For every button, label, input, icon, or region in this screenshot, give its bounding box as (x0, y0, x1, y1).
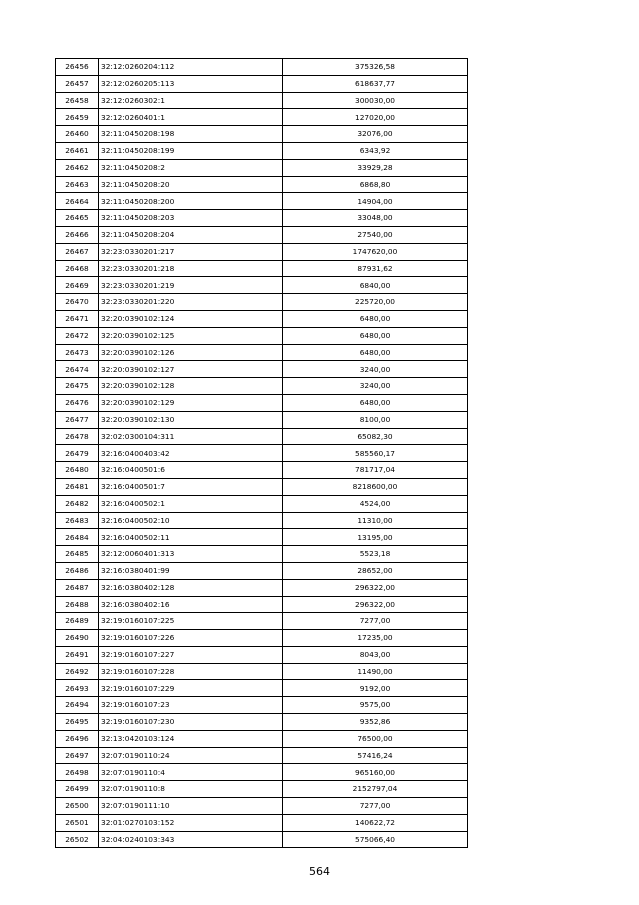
cadastral-number-cell: 32:16:0400501:7 (99, 478, 283, 495)
value-cell: 296322,00 (283, 596, 468, 613)
table-row (56, 193, 468, 210)
row-number-cell: 26465 (56, 210, 99, 227)
row-number-cell: 26491 (56, 646, 99, 663)
row-number-cell: 26496 (56, 730, 99, 747)
cadastral-number-cell: 32:19:0160107:227 (99, 646, 283, 663)
table-row (56, 781, 468, 798)
cadastral-number-cell: 32:12:0060401:313 (99, 546, 283, 563)
cadastral-number-cell: 32:07:0190110:4 (99, 764, 283, 781)
value-cell: 296322,00 (283, 579, 468, 596)
value-cell: 33929,28 (283, 159, 468, 176)
cadastral-number-cell: 32:20:0390102:126 (99, 344, 283, 361)
value-cell: 7277,00 (283, 613, 468, 630)
cadastral-number-cell: 32:20:0390102:128 (99, 378, 283, 395)
table-row (56, 546, 468, 563)
cadastral-number-cell: 32:19:0160107:229 (99, 680, 283, 697)
table-row (56, 75, 468, 92)
table-row (56, 646, 468, 663)
row-number-cell: 26457 (56, 75, 99, 92)
row-number-cell: 26502 (56, 831, 99, 848)
row-number-cell: 26480 (56, 462, 99, 479)
cadastral-number-cell: 32:19:0160107:226 (99, 630, 283, 647)
table-row (56, 92, 468, 109)
value-cell: 6868,80 (283, 176, 468, 193)
table-row (56, 142, 468, 159)
row-number-cell: 26466 (56, 226, 99, 243)
value-cell: 9192,00 (283, 680, 468, 697)
cadastral-number-cell: 32:11:0450208:198 (99, 126, 283, 143)
table-row (56, 277, 468, 294)
row-number-cell: 26487 (56, 579, 99, 596)
row-number-cell: 26501 (56, 814, 99, 831)
table-row (56, 344, 468, 361)
row-number-cell: 26495 (56, 714, 99, 731)
table-row (56, 478, 468, 495)
cadastral-number-cell: 32:20:0390102:125 (99, 327, 283, 344)
table-row (56, 428, 468, 445)
row-number-cell: 26470 (56, 294, 99, 311)
table-row (56, 378, 468, 395)
table-row (56, 462, 468, 479)
row-number-cell: 26462 (56, 159, 99, 176)
row-number-cell: 26482 (56, 495, 99, 512)
row-number-cell: 26472 (56, 327, 99, 344)
row-number-cell: 26468 (56, 260, 99, 277)
cadastral-number-cell: 32:19:0160107:23 (99, 697, 283, 714)
cadastral-number-cell: 32:19:0160107:228 (99, 663, 283, 680)
table-row (56, 260, 468, 277)
row-number-cell: 26486 (56, 562, 99, 579)
value-cell: 17235,00 (283, 630, 468, 647)
table-row (56, 680, 468, 697)
table-row (56, 714, 468, 731)
value-cell: 8100,00 (283, 411, 468, 428)
value-cell: 4524,00 (283, 495, 468, 512)
table-row (56, 59, 468, 76)
table-row (56, 512, 468, 529)
value-cell: 32076,00 (283, 126, 468, 143)
cadastral-number-cell: 32:11:0450208:203 (99, 210, 283, 227)
value-cell: 585560,17 (283, 445, 468, 462)
value-cell: 3240,00 (283, 361, 468, 378)
cadastral-number-cell: 32:16:0400502:1 (99, 495, 283, 512)
value-cell: 127020,00 (283, 109, 468, 126)
value-cell: 2152797,04 (283, 781, 468, 798)
cadastral-number-cell: 32:04:0240103:343 (99, 831, 283, 848)
row-number-cell: 26498 (56, 764, 99, 781)
cadastral-number-cell: 32:13:0420103:124 (99, 730, 283, 747)
cadastral-number-cell: 32:16:0380402:128 (99, 579, 283, 596)
table-row (56, 730, 468, 747)
cadastral-number-cell: 32:11:0450208:2 (99, 159, 283, 176)
value-cell: 11490,00 (283, 663, 468, 680)
table-row (56, 361, 468, 378)
value-cell: 575066,40 (283, 831, 468, 848)
table-row (56, 411, 468, 428)
value-cell: 375326,58 (283, 59, 468, 76)
row-number-cell: 26459 (56, 109, 99, 126)
row-number-cell: 26474 (56, 361, 99, 378)
value-cell: 9575,00 (283, 697, 468, 714)
table-row (56, 697, 468, 714)
table-row (56, 613, 468, 630)
cadastral-number-cell: 32:20:0390102:129 (99, 394, 283, 411)
table-row (56, 176, 468, 193)
cadastral-number-cell: 32:16:0380401:99 (99, 562, 283, 579)
table-row (56, 663, 468, 680)
cadastral-number-cell: 32:02:0300104:311 (99, 428, 283, 445)
value-cell: 33048,00 (283, 210, 468, 227)
value-cell: 11310,00 (283, 512, 468, 529)
row-number-cell: 26461 (56, 142, 99, 159)
table-row (56, 764, 468, 781)
cadastral-number-cell: 32:23:0330201:217 (99, 243, 283, 260)
table-row (56, 126, 468, 143)
cadastral-number-cell: 32:23:0330201:219 (99, 277, 283, 294)
row-number-cell: 26481 (56, 478, 99, 495)
value-cell: 6480,00 (283, 394, 468, 411)
table-row (56, 630, 468, 647)
cadastral-number-cell: 32:20:0390102:127 (99, 361, 283, 378)
value-cell: 9352,86 (283, 714, 468, 731)
table-row (56, 394, 468, 411)
value-cell: 7277,00 (283, 798, 468, 815)
row-number-cell: 26469 (56, 277, 99, 294)
value-cell: 27540,00 (283, 226, 468, 243)
cadastral-number-cell: 32:11:0450208:199 (99, 142, 283, 159)
table-row (56, 294, 468, 311)
value-cell: 965160,00 (283, 764, 468, 781)
row-number-cell: 26460 (56, 126, 99, 143)
table-row (56, 596, 468, 613)
cadastral-number-cell: 32:12:0260302:1 (99, 92, 283, 109)
row-number-cell: 26485 (56, 546, 99, 563)
cadastral-number-cell: 32:07:0190111:10 (99, 798, 283, 815)
table-row (56, 579, 468, 596)
row-number-cell: 26494 (56, 697, 99, 714)
value-cell: 6480,00 (283, 310, 468, 327)
value-cell: 6840,00 (283, 277, 468, 294)
cadastral-number-cell: 32:16:0380402:16 (99, 596, 283, 613)
row-number-cell: 26479 (56, 445, 99, 462)
cadastral-number-cell: 32:23:0330201:218 (99, 260, 283, 277)
value-cell: 6480,00 (283, 327, 468, 344)
row-number-cell: 26484 (56, 529, 99, 546)
cadastral-number-cell: 32:12:0260401:1 (99, 109, 283, 126)
table-row (56, 327, 468, 344)
table-row (56, 747, 468, 764)
table-row (56, 226, 468, 243)
cadastral-number-cell: 32:19:0160107:225 (99, 613, 283, 630)
row-number-cell: 26464 (56, 193, 99, 210)
row-number-cell: 26492 (56, 663, 99, 680)
cadastral-number-cell: 32:19:0160107:230 (99, 714, 283, 731)
table-row (56, 310, 468, 327)
value-cell: 140622,72 (283, 814, 468, 831)
value-cell: 65082,30 (283, 428, 468, 445)
cadastral-number-cell: 32:23:0330201:220 (99, 294, 283, 311)
cadastral-value-table (55, 58, 468, 848)
value-cell: 781717,04 (283, 462, 468, 479)
row-number-cell: 26476 (56, 394, 99, 411)
cadastral-number-cell: 32:11:0450208:200 (99, 193, 283, 210)
row-number-cell: 26488 (56, 596, 99, 613)
row-number-cell: 26456 (56, 59, 99, 76)
row-number-cell: 26497 (56, 747, 99, 764)
row-number-cell: 26493 (56, 680, 99, 697)
table-row (56, 831, 468, 848)
row-number-cell: 26483 (56, 512, 99, 529)
table-row (56, 445, 468, 462)
table-row (56, 814, 468, 831)
cadastral-number-cell: 32:12:0260205:113 (99, 75, 283, 92)
cadastral-number-cell: 32:01:0270103:152 (99, 814, 283, 831)
table-row (56, 159, 468, 176)
cadastral-number-cell: 32:16:0400501:6 (99, 462, 283, 479)
value-cell: 1747620,00 (283, 243, 468, 260)
value-cell: 87931,62 (283, 260, 468, 277)
cadastral-number-cell: 32:11:0450208:20 (99, 176, 283, 193)
value-cell: 300030,00 (283, 92, 468, 109)
table-row (56, 529, 468, 546)
value-cell: 14904,00 (283, 193, 468, 210)
cadastral-number-cell: 32:11:0450208:204 (99, 226, 283, 243)
page-number: 564 (309, 865, 330, 878)
value-cell: 3240,00 (283, 378, 468, 395)
cadastral-number-cell: 32:20:0390102:124 (99, 310, 283, 327)
value-cell: 76500,00 (283, 730, 468, 747)
value-cell: 618637,77 (283, 75, 468, 92)
row-number-cell: 26490 (56, 630, 99, 647)
row-number-cell: 26500 (56, 798, 99, 815)
value-cell: 28652,00 (283, 562, 468, 579)
value-cell: 6343,92 (283, 142, 468, 159)
row-number-cell: 26473 (56, 344, 99, 361)
row-number-cell: 26499 (56, 781, 99, 798)
value-cell: 13195,00 (283, 529, 468, 546)
value-cell: 57416,24 (283, 747, 468, 764)
value-cell: 6480,00 (283, 344, 468, 361)
row-number-cell: 26471 (56, 310, 99, 327)
row-number-cell: 26478 (56, 428, 99, 445)
cadastral-number-cell: 32:07:0190110:8 (99, 781, 283, 798)
cadastral-number-cell: 32:16:0400403:42 (99, 445, 283, 462)
cadastral-number-cell: 32:07:0190110:24 (99, 747, 283, 764)
cadastral-number-cell: 32:16:0400502:11 (99, 529, 283, 546)
cadastral-number-cell: 32:20:0390102:130 (99, 411, 283, 428)
cadastral-number-cell: 32:16:0400502:10 (99, 512, 283, 529)
value-cell: 8218600,00 (283, 478, 468, 495)
row-number-cell: 26458 (56, 92, 99, 109)
row-number-cell: 26475 (56, 378, 99, 395)
value-cell: 8043,00 (283, 646, 468, 663)
table-row (56, 798, 468, 815)
row-number-cell: 26467 (56, 243, 99, 260)
table-body (56, 59, 468, 848)
row-number-cell: 26489 (56, 613, 99, 630)
table-row (56, 562, 468, 579)
row-number-cell: 26477 (56, 411, 99, 428)
table-row (56, 243, 468, 260)
value-cell: 225720,00 (283, 294, 468, 311)
row-number-cell: 26463 (56, 176, 99, 193)
cadastral-number-cell: 32:12:0260204:112 (99, 59, 283, 76)
value-cell: 5523,18 (283, 546, 468, 563)
table-row (56, 210, 468, 227)
table-row (56, 495, 468, 512)
table-row (56, 109, 468, 126)
